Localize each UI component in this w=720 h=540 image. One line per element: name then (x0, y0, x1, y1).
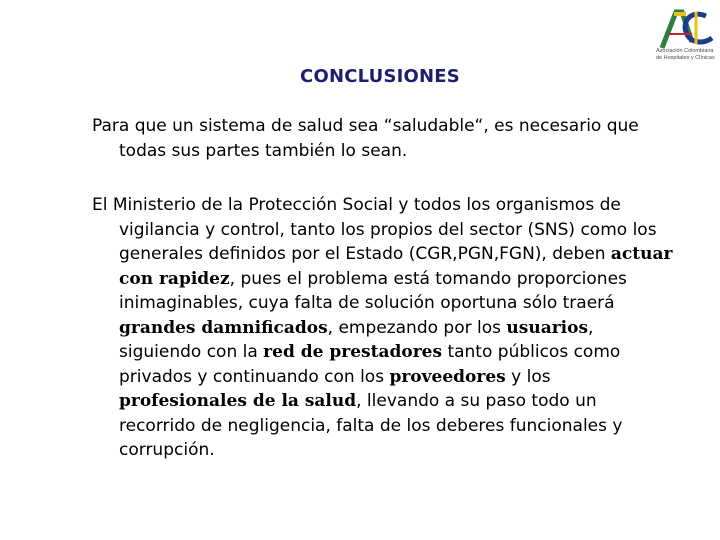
paragraph-2-text: , pues el problema está tomando proporciones inimaginables, cuya falta de solución oportuna sólo traerá (119, 268, 627, 313)
paragraph-2-text: , llevando a su paso todo un recorrido de negligencia, falta de los deberes funcionales y corrupción. (119, 391, 623, 460)
paragraph-2-text: tanto públicos como privados y continuando con los (119, 342, 621, 387)
emphasis-actuar-con-rapidez: actuar con rapidez (119, 244, 673, 289)
emphasis-red-de-prestadores: red de prestadores (263, 342, 443, 362)
emphasis-grandes-damnificados: grandes damnificados (119, 317, 328, 338)
paragraph-2 (92, 193, 674, 463)
paragraph-2-text: , empezando por los (327, 317, 507, 338)
emphasis-proveedores: proveedores (389, 366, 506, 387)
logo-caption-line2: de Hospitales y Clínicas (656, 54, 715, 61)
paragraph-2-text: , siguiendo con la (119, 317, 594, 362)
slide-title: CONCLUSIONES (300, 66, 460, 87)
paragraph-2-text: y los (505, 366, 551, 387)
logo-caption (656, 48, 720, 61)
emphasis-profesionales-de-la-salud: profesionales de la salud (119, 391, 357, 411)
paragraph-2-text: El Ministerio de la Protección Social y todos los organismos de vigilancia y control, tanto los propios del sector (SNS) como los generales definidos por el Estado (CGR,PGN,FGN), deben (92, 195, 657, 264)
emphasis-usuarios: usuarios (506, 317, 589, 338)
paragraph-1: Para que un sistema de salud sea “saludable“, es necesario que todas sus partes también lo sean. (92, 116, 639, 161)
logo-caption-line1: Asociación Colombiana (656, 48, 714, 54)
